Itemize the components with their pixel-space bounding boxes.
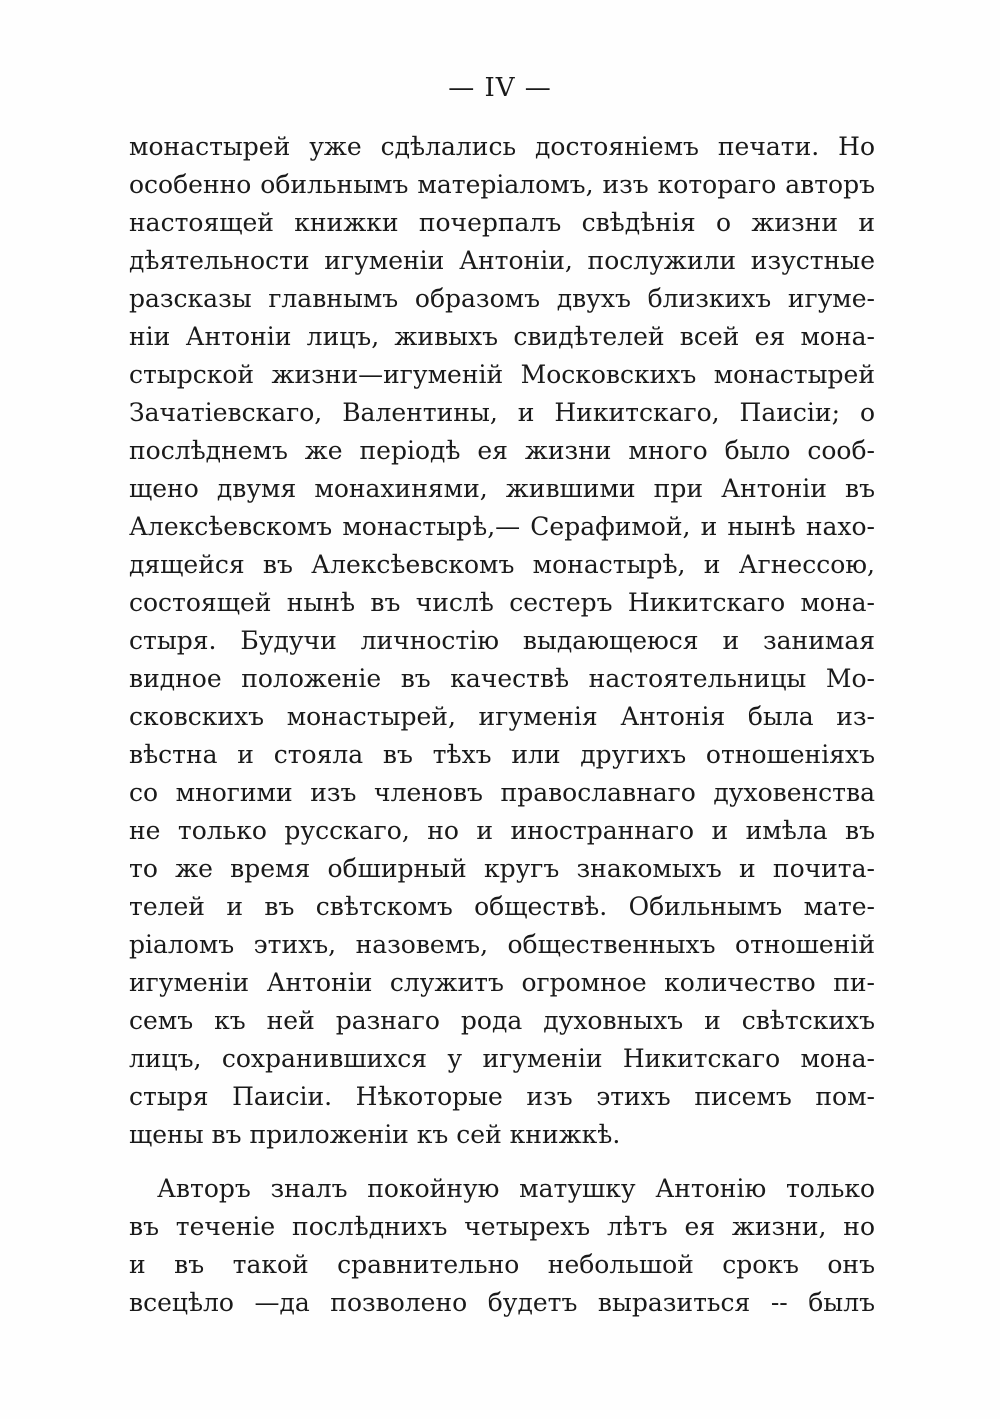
text-line: стыря. Будучи личностію выдающеюся и занимая	[129, 626, 875, 655]
paragraph	[129, 128, 875, 1154]
text-line: телей и въ свѣтскомъ обществѣ. Обильнымъ мате-	[129, 892, 875, 921]
text-line: лицъ, сохранившихся у игуменіи Никитскаго мона-	[129, 1044, 875, 1073]
text-line: вѣстна и стояла въ тѣхъ или другихъ отношеніяхъ	[129, 740, 875, 769]
text-line: разсказы главнымъ образомъ двухъ близкихъ игуме-	[129, 284, 875, 313]
text-line: Зачатіевскаго, Валентины, и Никитскаго, Паисіи; о	[129, 398, 875, 427]
text-line: состоящей нынѣ въ числѣ сестеръ Никитскаго мона-	[129, 588, 875, 617]
text-line: сковскихъ монастырей, игуменія Антонія была из-	[129, 702, 875, 731]
text-line: монастырей уже сдѣлались достояніемъ печати. Но	[129, 132, 875, 161]
text-line: ніи Антоніи лицъ, живыхъ свидѣтелей всей ея мона-	[129, 322, 875, 351]
text-line: щено двумя монахинями, жившими при Антоніи въ	[129, 474, 875, 503]
text-line: щены въ приложеніи къ сей книжкѣ.	[129, 1120, 621, 1149]
paragraph	[129, 1170, 875, 1322]
text-line: всецѣло —да позволено будетъ выразиться -- былъ	[129, 1288, 875, 1317]
text-line: игуменіи Антоніи служитъ огромное количество пи-	[129, 968, 875, 997]
paragraph-gap	[129, 1154, 875, 1170]
text-line: ріаломъ этихъ, назовемъ, общественныхъ отношеній	[129, 930, 875, 959]
text-line: и въ такой сравнительно небольшой срокъ онъ	[129, 1250, 875, 1279]
text-line: особенно обильнымъ матеріаломъ, изъ котораго авторъ	[129, 170, 875, 199]
text-line: не только русскаго, но и иностраннаго и имѣла въ	[129, 816, 875, 845]
text-line: Авторъ зналъ покойную матушку Антонію только	[157, 1174, 875, 1203]
page-number: — IV —	[448, 73, 552, 103]
text-line: со многими изъ членовъ православнаго духовенства	[129, 778, 875, 807]
text-line: дящейся въ Алексѣевскомъ монастырѣ, и Агнессою,	[129, 550, 875, 579]
text-line: настоящей книжки почерпалъ свѣдѣнія о жизни и	[129, 208, 875, 237]
body-text	[129, 128, 875, 1322]
text-line: Алексѣевскомъ монастырѣ,— Серафимой, и нынѣ нахо-	[129, 512, 875, 541]
text-line: стырской жизни—игуменій Московскихъ монастырей	[129, 360, 875, 389]
text-line: дѣятельности игуменіи Антоніи, послужили изустные	[129, 246, 875, 275]
text-line: послѣднемъ же періодѣ ея жизни много было сооб-	[129, 436, 875, 465]
text-line: стыря Паисіи. Нѣкоторые изъ этихъ писемъ пом-	[129, 1082, 875, 1111]
text-line: то же время обширный кругъ знакомыхъ и почита-	[129, 854, 875, 883]
text-line: видное положеніе въ качествѣ настоятельницы Мо-	[129, 664, 875, 693]
text-line: семъ къ ней разнаго рода духовныхъ и свѣтскихъ	[129, 1006, 875, 1035]
text-line: въ теченіе послѣднихъ четырехъ лѣтъ ея жизни, но	[129, 1212, 875, 1241]
